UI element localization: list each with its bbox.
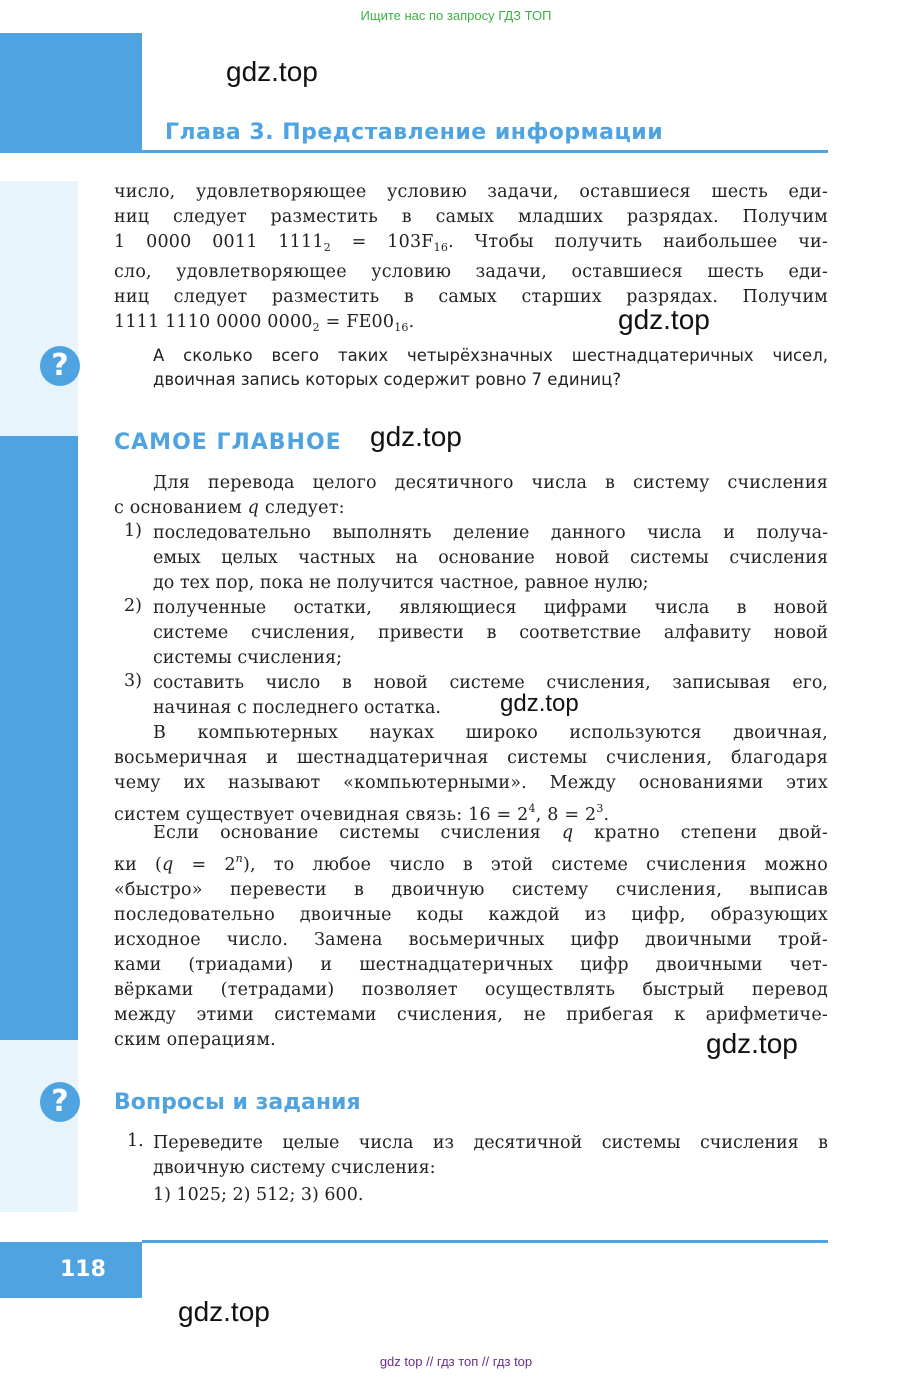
question-mark-icon: ?: [40, 346, 80, 386]
task-number: 1.: [127, 1131, 144, 1151]
list-number: 1): [124, 521, 142, 541]
summary-heading: САМОЕ ГЛАВНОЕ: [114, 430, 342, 455]
question-text: [153, 344, 828, 392]
text-line: ниц следует разместить в самых младших разрядах. Получим: [114, 207, 828, 227]
text-line: ниц следует разместить в самых старших разрядах. Получим: [114, 287, 828, 307]
footer-divider: [142, 1240, 828, 1243]
watermark-4: gdz.top: [500, 690, 579, 717]
watermark-1: gdz.top: [226, 56, 318, 87]
question-mark-icon: ?: [40, 1082, 80, 1122]
side-panel-blue: [0, 436, 78, 1040]
text-line: Для перевода целого десятичного числа в систему счисления: [153, 473, 828, 493]
intro-paragraph: [114, 180, 828, 340]
text-line: восьмеричная и шестнадцатеричная системы счисления, благодаря: [114, 748, 828, 768]
text-line: последовательно двоичные коды каждой из цифр, образующих: [114, 905, 828, 925]
top-banner[interactable]: Ищите нас по запросу ГДЗ ТОП: [360, 8, 552, 23]
tasks-heading: Вопросы и задания: [114, 1090, 361, 1115]
list-item: полученные остатки, являющиеся цифрами числа в новой системе счисления, привести в соответствие алфавиту новой системы счисления;: [153, 598, 828, 668]
text-line: сло, удовлетворяющее условию задачи, оставшиеся шесть еди-: [114, 262, 828, 282]
text-line: вёрками (тетрадами) позволяет осуществлять быстрый перевод: [114, 980, 828, 1000]
page-number: 118: [0, 1242, 142, 1298]
text-line: между этими системами счисления, не прибегая к арифметиче-: [114, 1005, 828, 1025]
text-line: чему их называют «компьютерными». Между основаниями этих: [114, 773, 828, 793]
text-line: ским операциям.: [114, 1030, 276, 1050]
text-line: исходное число. Замена восьмеричных цифр двоичными трой-: [114, 930, 828, 950]
side-panel-light-1: [0, 181, 78, 436]
text-line: «быстро» перевести в двоичную систему счисления, выписав: [114, 880, 828, 900]
summary-paragraph-3: [114, 821, 828, 1053]
equation-line: 1 0000 0011 $1111_2 = 103F_{16}$. Чтобы получить наибольшее чи-: [114, 232, 829, 254]
text-line: В компьютерных науках широко используются двоичная,: [153, 723, 828, 743]
task-item: Переведите целые числа из десятичной системы счисления в двоичную систему счисления: 1) 1025; 2) 512; 3) 600.: [153, 1133, 828, 1205]
text-line: Если основание системы счисления q кратно степени двой-: [153, 823, 828, 843]
side-panel-light-2: [0, 1040, 78, 1212]
text-line: систем существует очевидная связь: $16 = 2^4$, $8 = 2^3$.: [114, 802, 610, 825]
watermark-5: gdz.top: [706, 1028, 798, 1059]
text-line: ки $(q = 2^n)$, то любое число в этой системе счисления можно: [114, 852, 829, 875]
list-number: 2): [124, 596, 142, 616]
summary-paragraph-2: [114, 721, 828, 828]
summary-paragraph-1: [114, 471, 828, 521]
text-line: число, удовлетворяющее условию задачи, оставшиеся шесть еди-: [114, 182, 828, 202]
equation-line: 1111 1110 0000 $0000_2 = FE00_{16}$.: [114, 312, 415, 334]
watermark-6: gdz.top: [178, 1296, 270, 1327]
list-number: 3): [124, 671, 142, 691]
watermark-3: gdz.top: [370, 421, 462, 452]
header-side-panel: [0, 33, 142, 153]
text-line: ками (триадами) и шестнадцатеричных цифр двоичными чет-: [114, 955, 828, 975]
list-item: составить число в новой системе счисления, записывая его, начиная с последнего остатка.: [153, 673, 828, 718]
chapter-divider: [142, 150, 828, 153]
list-item: последовательно выполнять деление данного числа и получа- емых целых частных на основание новой системы счисления до тех пор, пока не получится частное, равное нулю;: [153, 523, 828, 593]
chapter-title: Глава 3. Представление информации: [165, 120, 664, 145]
footer-links[interactable]: gdz top // гдз топ // гдз top: [379, 1354, 533, 1369]
watermark-2: gdz.top: [618, 304, 710, 335]
question-line: А сколько всего таких четырёхзначных шестнадцатеричных чисел,: [153, 346, 828, 365]
text-line: с основанием q следует:: [114, 498, 345, 518]
question-line: двоичная запись которых содержит ровно 7 единиц?: [153, 370, 622, 389]
